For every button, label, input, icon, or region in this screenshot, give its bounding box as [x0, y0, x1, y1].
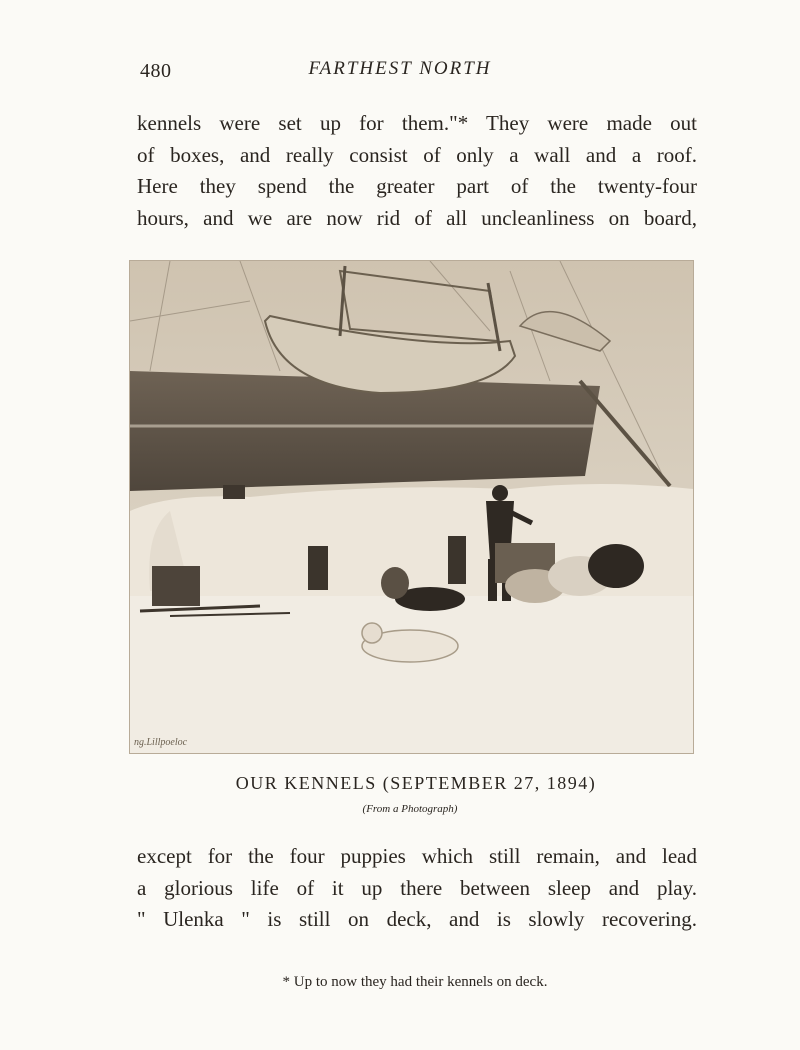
kennels-photograph — [130, 261, 693, 753]
text-line: hours, and we are now rid of all uncleanliness on board, — [137, 205, 697, 230]
engraver-mark: ng.Lillpoeloc — [134, 737, 188, 748]
photograph-plate — [129, 260, 694, 754]
running-title: FARTHEST NORTH — [308, 58, 492, 79]
text-line: " Ulenka " is still on deck, and is slowly recovering. — [137, 907, 697, 931]
kennel-opening — [308, 546, 328, 590]
body-paragraph-top — [137, 108, 697, 234]
kennel-opening — [448, 536, 466, 584]
text-line: Here they spend the greater part of the twenty-four — [137, 174, 697, 198]
page-number: 480 — [140, 60, 172, 82]
plate-subcaption: (From a Photograph) — [362, 803, 458, 815]
text-line: except for the four puppies which still remain, and lead — [137, 844, 697, 868]
body-paragraph-bottom — [137, 841, 697, 936]
text-line: of boxes, and really consist of only a wall and a roof. — [137, 142, 697, 167]
text-line: a glorious life of it up there between sleep and play. — [137, 875, 697, 900]
ice-floor — [130, 596, 693, 753]
footnote: * Up to now they had their kennels on deck. — [282, 974, 548, 990]
text-line: kennels were set up for them."* They were made out — [137, 111, 697, 135]
plate-caption: OUR KENNELS (SEPTEMBER 27, 1894) — [235, 773, 597, 793]
